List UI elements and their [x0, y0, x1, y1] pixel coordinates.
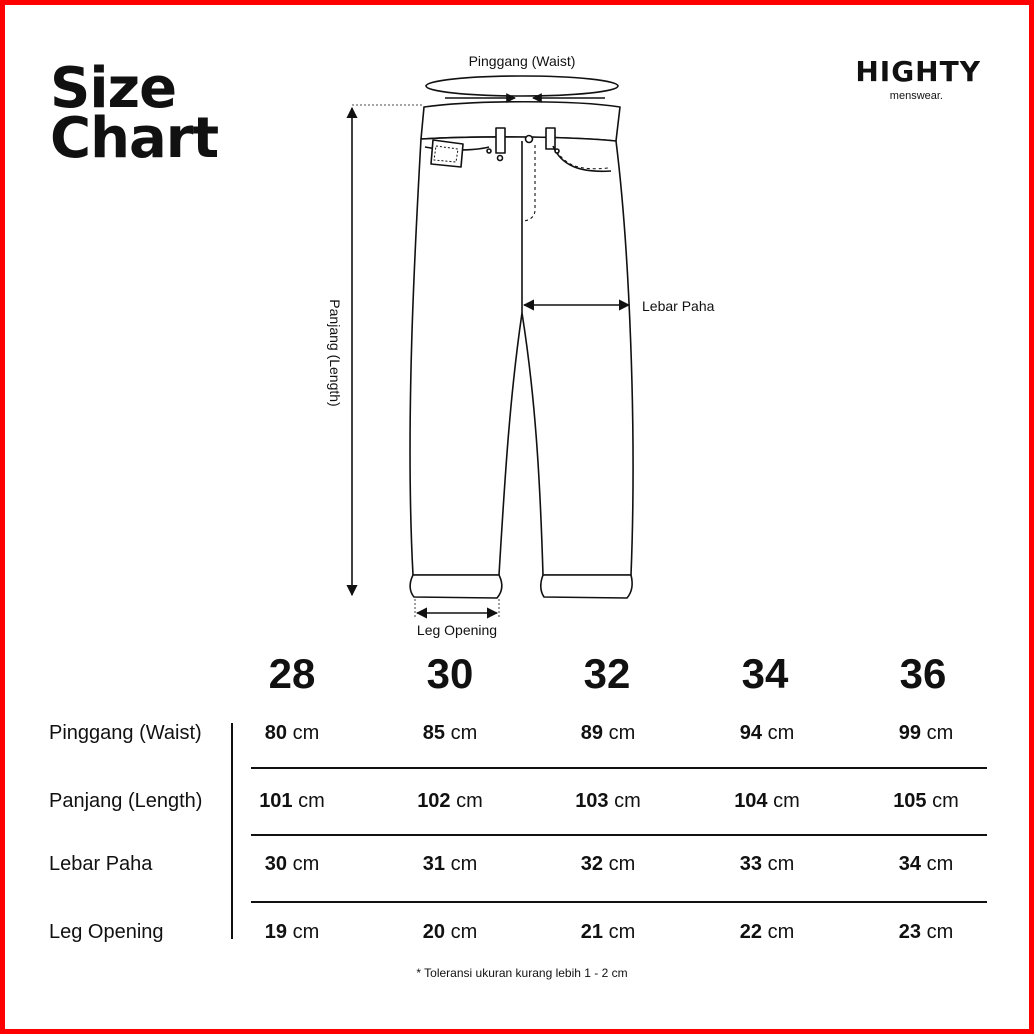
cell-value: 23: [898, 921, 921, 943]
cell-value: 20: [422, 921, 445, 943]
table-cell: [380, 791, 520, 811]
pants-illustration: [410, 102, 633, 598]
table-cell: [538, 791, 678, 811]
cell-unit: cm: [292, 722, 320, 744]
label-leg-opening: Leg Opening: [416, 622, 498, 638]
label-waist: Pinggang (Waist): [468, 53, 576, 69]
cell-value: 99: [898, 722, 921, 744]
table-cell: [697, 723, 837, 743]
cell-unit: cm: [298, 790, 325, 812]
cell-unit: cm: [450, 921, 478, 943]
cell-unit: cm: [926, 722, 954, 744]
cell-unit: cm: [773, 790, 800, 812]
cell-unit: cm: [926, 853, 954, 875]
cell-unit: cm: [767, 853, 795, 875]
cell-value: 105: [893, 790, 927, 812]
cell-value: 21: [580, 921, 603, 943]
table-cell: [222, 791, 362, 811]
table-divider-row-2: [251, 834, 987, 836]
table-cell: [856, 854, 996, 874]
cell-unit: cm: [456, 790, 483, 812]
table-cell: [222, 723, 362, 743]
cell-value: 19: [264, 921, 287, 943]
cell-value: 22: [739, 921, 762, 943]
cell-unit: cm: [767, 722, 795, 744]
table-cell: [697, 854, 837, 874]
size-header-32: 32: [583, 650, 631, 697]
cell-value: 85: [422, 722, 445, 744]
table-cell: [856, 791, 996, 811]
cell-value: 104: [734, 790, 768, 812]
size-header-34: 34: [741, 650, 789, 697]
table-cell: [222, 854, 362, 874]
row-label-leg-opening: Leg Opening: [49, 921, 164, 943]
label-thigh: Lebar Paha: [642, 298, 715, 314]
table-cell: [697, 791, 837, 811]
cell-unit: cm: [450, 722, 478, 744]
cell-value: 102: [417, 790, 451, 812]
table-cell: [538, 723, 678, 743]
table-divider-row-3: [251, 901, 987, 903]
cell-value: 30: [264, 853, 287, 875]
cell-value: 101: [259, 790, 293, 812]
size-header-36: 36: [899, 650, 947, 697]
cell-value: 89: [580, 722, 603, 744]
cell-value: 80: [264, 722, 287, 744]
table-cell: [380, 854, 520, 874]
table-cell: [697, 922, 837, 942]
table-cell: [380, 723, 520, 743]
row-label-length: Panjang (Length): [49, 790, 203, 812]
table-divider-row-1: [251, 767, 987, 769]
table-cell: [538, 854, 678, 874]
label-length: Panjang (Length): [327, 299, 343, 407]
cell-unit: cm: [450, 853, 478, 875]
table-cell: [538, 922, 678, 942]
cell-unit: cm: [608, 853, 636, 875]
page-title-line-1: Size: [50, 56, 177, 121]
cell-value: 32: [580, 853, 603, 875]
table-cell: [856, 723, 996, 743]
page-title-line-2: Chart: [50, 106, 219, 171]
size-header-30: 30: [426, 650, 474, 697]
tolerance-footnote: * Toleransi ukuran kurang lebih 1 - 2 cm: [416, 966, 628, 980]
cell-unit: cm: [767, 921, 795, 943]
cell-unit: cm: [292, 921, 320, 943]
cell-unit: cm: [932, 790, 959, 812]
cell-unit: cm: [926, 921, 954, 943]
row-label-waist: Pinggang (Waist): [49, 722, 202, 744]
size-header-28: 28: [268, 650, 316, 697]
cell-unit: cm: [608, 722, 636, 744]
pants-diagram: [5, 5, 1034, 655]
table-cell: [222, 922, 362, 942]
cell-unit: cm: [614, 790, 641, 812]
cell-value: 94: [739, 722, 762, 744]
row-label-thigh: Lebar Paha: [49, 853, 153, 875]
cell-value: 34: [898, 853, 921, 875]
cell-value: 31: [422, 853, 445, 875]
brand-tagline: menswear.: [889, 90, 943, 102]
table-cell: [380, 922, 520, 942]
cell-unit: cm: [608, 921, 636, 943]
cell-unit: cm: [292, 853, 320, 875]
brand-logo: HIGHTY: [855, 55, 981, 88]
cell-value: 103: [575, 790, 609, 812]
cell-value: 33: [739, 853, 762, 875]
table-cell: [856, 922, 996, 942]
table-divider-vertical: [231, 723, 233, 939]
